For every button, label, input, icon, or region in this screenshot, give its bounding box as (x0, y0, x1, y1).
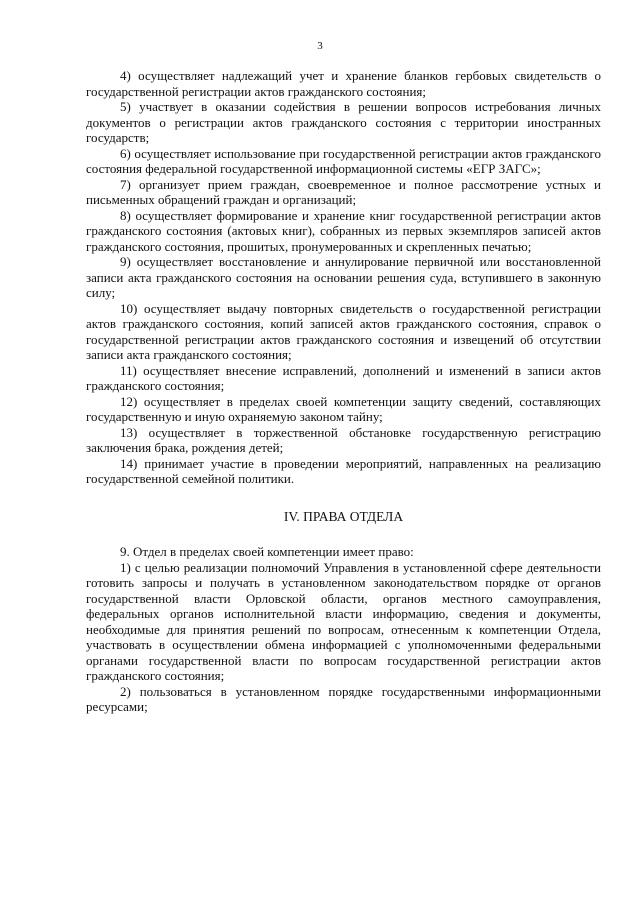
list-item: 5) участвует в оказании содействия в решении вопросов истребования личных документов о регистрации актов гражданского состояния с территории иностранных государств; (86, 99, 601, 145)
list-item: 4) осуществляет надлежащий учет и хранение бланков гербовых свидетельств о государственной регистрации актов гражданского состояния; (86, 68, 601, 99)
document-body (86, 68, 601, 715)
list-item: 1) с целью реализации полномочий Управления в установленной сфере деятельности готовить запросы и получать в установленном законодательством порядке от органов государственной власти Орловской области, органов местного самоуправления, федеральных органов исполнительной власти информацию, сведения и документы, необходимые для принятия решений по вопросам, отнесенным к компетенции Отдела, участвовать в осуществлении обмена информацией с уполномоченными федеральными органами государственной власти по вопросам государственной регистрации актов гражданского состояния; (86, 559, 601, 683)
list-item: 12) осуществляет в пределах своей компетенции защиту сведений, составляющих государственную и иную охраняемую законом тайну; (86, 393, 601, 424)
list-item: 2) пользоваться в установленном порядке государственными информационными ресурсами; (86, 683, 601, 714)
list-item: 8) осуществляет формирование и хранение книг государственной регистрации актов гражданского состояния (актовых книг), собранных из первых экземпляров записей актов гражданского состояния, прошитых, пронумерованных и скрепленных печатью; (86, 207, 601, 254)
list-item: 6) осуществляет использование при государственной регистрации актов гражданского состояния федеральной государственной информационной системы «ЕГР ЗАГС»; (86, 145, 601, 176)
list-item: 14) принимает участие в проведении мероприятий, направленных на реализацию государственной семейной политики. (86, 455, 601, 486)
list-item: 10) осуществляет выдачу повторных свидетельств о государственной регистрации актов гражданского состояния, копий записей актов гражданского состояния, справок о государственной регистрации актов гражданского состояния и извещений об отсутствии записи акта гражданского состояния; (86, 300, 601, 362)
list-item: 13) осуществляет в торжественной обстановке государственную регистрацию заключения брака, рождения детей; (86, 424, 601, 455)
list-item: 7) организует прием граждан, своевременное и полное рассмотрение устных и письменных обращений граждан и организаций; (86, 176, 601, 207)
list-item: 9) осуществляет восстановление и аннулирование первичной или восстановленной записи акта гражданского состояния на основании решения суда, вступившего в законную силу; (86, 254, 601, 300)
list-item: 11) осуществляет внесение исправлений, дополнений и изменений в записи актов гражданского состояния; (86, 362, 601, 393)
section-intro: 9. Отдел в пределах своей компетенции имеет право: (120, 544, 414, 559)
section-heading: IV. ПРАВА ОТДЕЛА (283, 508, 404, 524)
page-number: 3 (317, 40, 323, 52)
